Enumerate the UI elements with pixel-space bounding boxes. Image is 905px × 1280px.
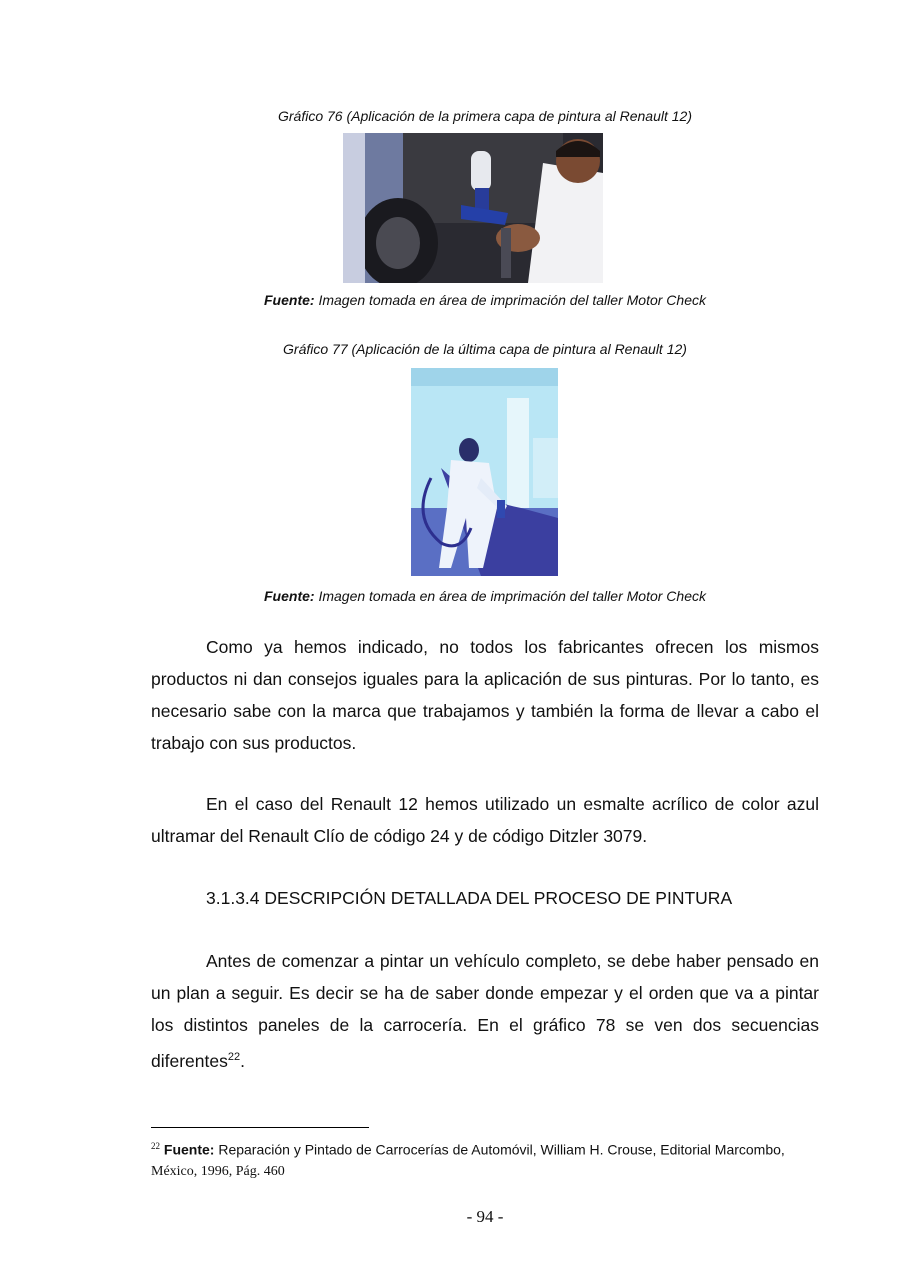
paragraph-3 bbox=[151, 945, 819, 1077]
footnote-text: Reparación y Pintado de Carrocerías de Automóvil, William H. Crouse, Editorial Marcombo, bbox=[214, 1141, 785, 1158]
figure-77-caption: Gráfico 77 (Aplicación de la última capa de pintura al Renault 12) bbox=[283, 341, 687, 357]
figure-77-photo bbox=[411, 368, 558, 576]
figure-77-source bbox=[0, 588, 905, 604]
paragraph-2 bbox=[151, 788, 819, 852]
figure-76-source bbox=[0, 292, 905, 308]
footnote-rule bbox=[151, 1127, 369, 1128]
section-heading: 3.1.3.4 DESCRIPCIÓN DETALLADA DEL PROCESO DE PINTURA bbox=[206, 888, 733, 908]
paint-booth-photo bbox=[411, 368, 558, 576]
footnote-reference: 22 bbox=[227, 1051, 241, 1063]
footnote-number: 22 bbox=[151, 1141, 160, 1151]
paragraph-2-text: En el caso del Renault 12 hemos utilizado un esmalte acrílico de color azul ultramar del Renault Clío de código 24 y de código Ditzler 3079. bbox=[151, 794, 819, 846]
paragraph-1-text: Como ya hemos indicado, no todos los fabricantes ofrecen los mismos productos ni dan consejos iguales para la aplicación de sus pinturas. Por lo tanto, es necesario sabe con la marca que trabajamos y también la forma de llevar a cabo el trabajo con sus productos. bbox=[151, 637, 819, 753]
source-label: Fuente: bbox=[264, 292, 315, 308]
spray-painter-photo bbox=[343, 133, 603, 283]
paragraph-3-end: . bbox=[240, 1050, 245, 1071]
footnote-label: Fuente: bbox=[163, 1141, 215, 1158]
footnote-tail: México, 1996, Pág. 460 bbox=[151, 1163, 285, 1179]
footnote bbox=[151, 1137, 791, 1181]
source-text: Imagen tomada en área de imprimación del taller Motor Check bbox=[314, 292, 706, 308]
source-text: Imagen tomada en área de imprimación del taller Motor Check bbox=[314, 588, 706, 604]
paragraph-1 bbox=[151, 631, 819, 759]
source-label: Fuente: bbox=[264, 588, 315, 604]
figure-76-photo bbox=[343, 133, 603, 283]
figure-76-caption: Gráfico 76 (Aplicación de la primera capa de pintura al Renault 12) bbox=[277, 108, 692, 124]
page-number: - 94 - bbox=[466, 1207, 504, 1226]
paragraph-3-text: Antes de comenzar a pintar un vehículo completo, se debe haber pensado en un plan a seguir. Es decir se ha de saber donde empezar y el orden que va a pintar los distintos paneles de la carrocería. En el gráfico 78 se ven dos secuencias diferentes bbox=[151, 951, 819, 1071]
